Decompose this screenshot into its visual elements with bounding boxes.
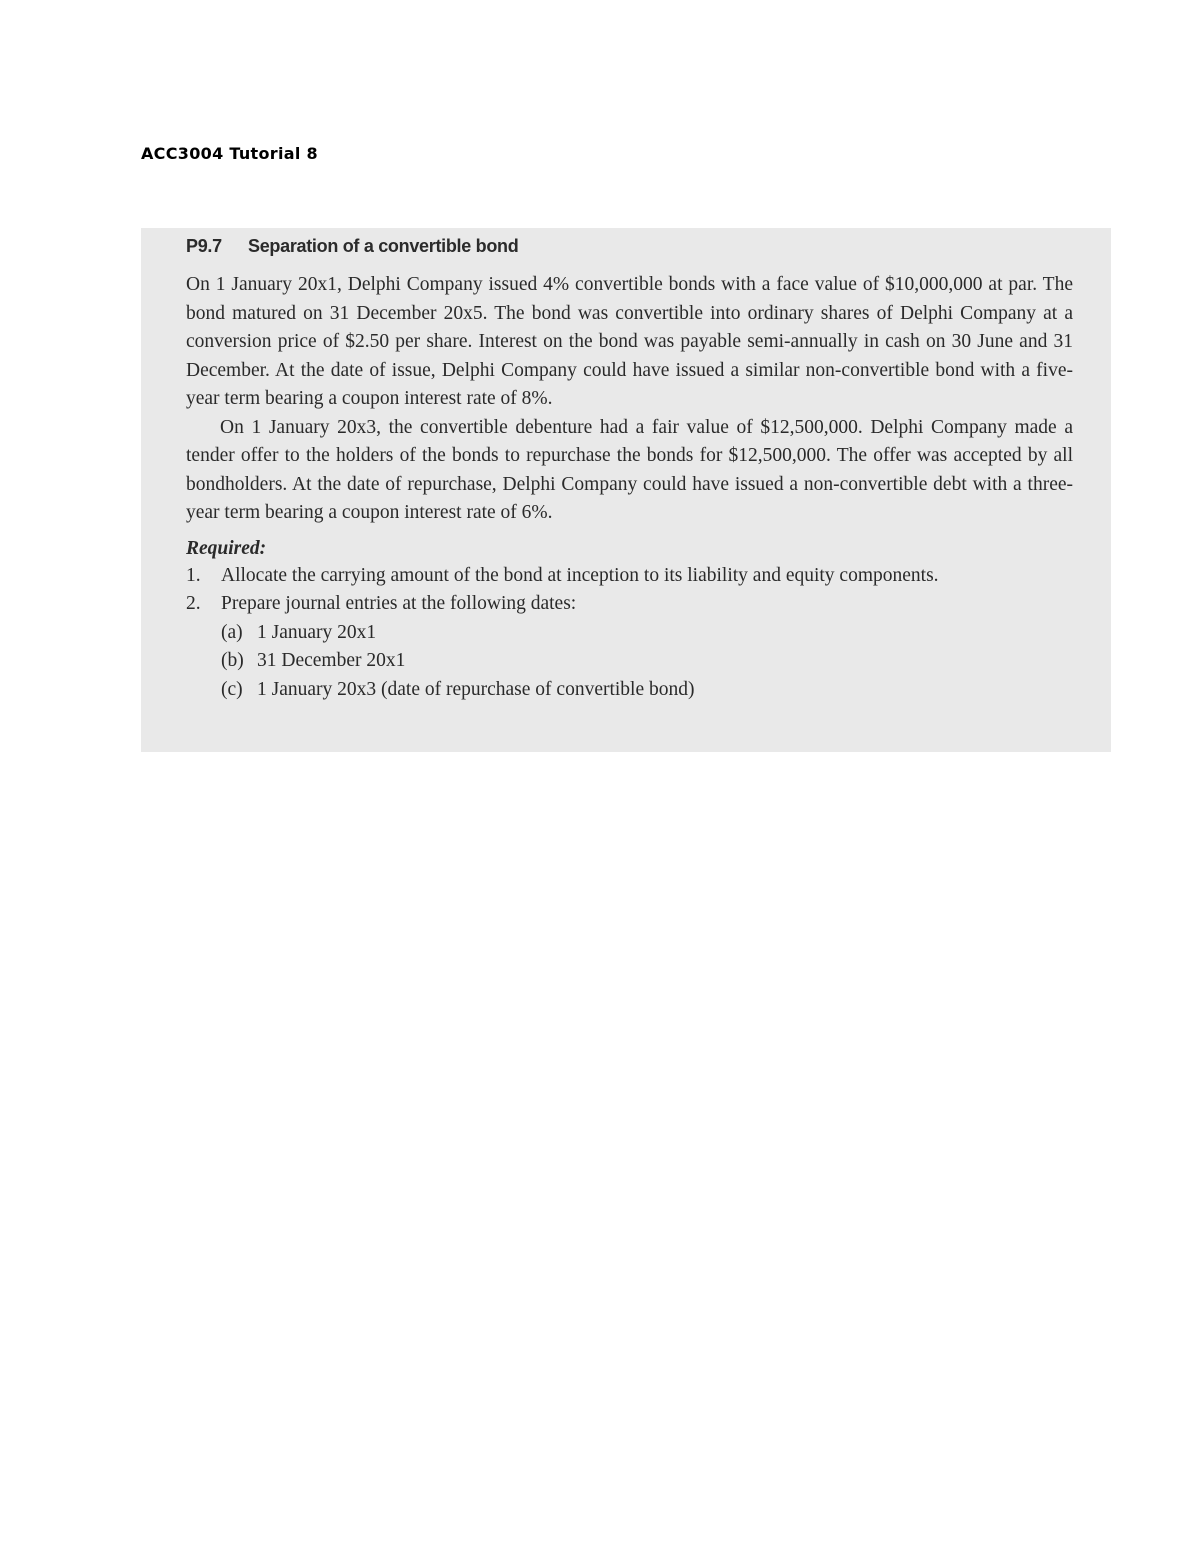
sub-item [221,647,1073,676]
sub-item-label: (c) [221,678,243,700]
requirement-text: Allocate the carrying amount of the bond at inception to its liability and equity components. [221,564,939,586]
requirement-item [186,590,1073,619]
problem-paragraph-2: On 1 January 20x3, the convertible debenture had a fair value of $12,500,000. Delphi Company made a tender offer to the holders of the bonds to repurchase the bonds for $12,500,000. The offer was accepted by all bondholders. At the date of repurchase, Delphi Company could have issued a non-convertible debt with a three-year term bearing a coupon interest rate of 6%. [186,416,1073,523]
scanned-problem-excerpt [141,228,1111,752]
problem-heading [186,236,1073,257]
problem-paragraph-1: On 1 January 20x1, Delphi Company issued 4% convertible bonds with a face value of $10,000,000 at par. The bond matured on 31 December 20x5. The bond was convertible into ordinary shares of Delphi Company at a conversion price of $2.50 per share. Interest on the bond was payable semi-annually in cash on 30 June and 31 December. At the date of issue, Delphi Company could have issued a similar non-convertible bond with a five-year term bearing a coupon interest rate of 8%. [186,274,1073,409]
sub-item-text: 1 January 20x1 [257,621,377,643]
sub-item [221,619,1073,648]
required-label: Required: [186,537,267,559]
requirements-list [186,562,1073,619]
sub-item [221,676,1073,705]
requirement-text: Prepare journal entries at the following dates: [221,593,577,614]
sub-item-text: 31 December 20x1 [257,650,406,671]
requirement-item [186,562,1073,591]
sub-item-label: (b) [221,650,244,671]
page-title: ACC3004 Tutorial 8 [141,144,318,163]
requirement-number: 2. [186,593,201,614]
requirement-number: 1. [186,564,201,586]
sub-item-text: 1 January 20x3 (date of repurchase of convertible bond) [257,678,695,700]
sub-item-label: (a) [221,621,243,643]
problem-title: Separation of a convertible bond [248,236,519,256]
journal-dates-list [186,619,1073,705]
problem-number: P9.7 [186,236,222,256]
